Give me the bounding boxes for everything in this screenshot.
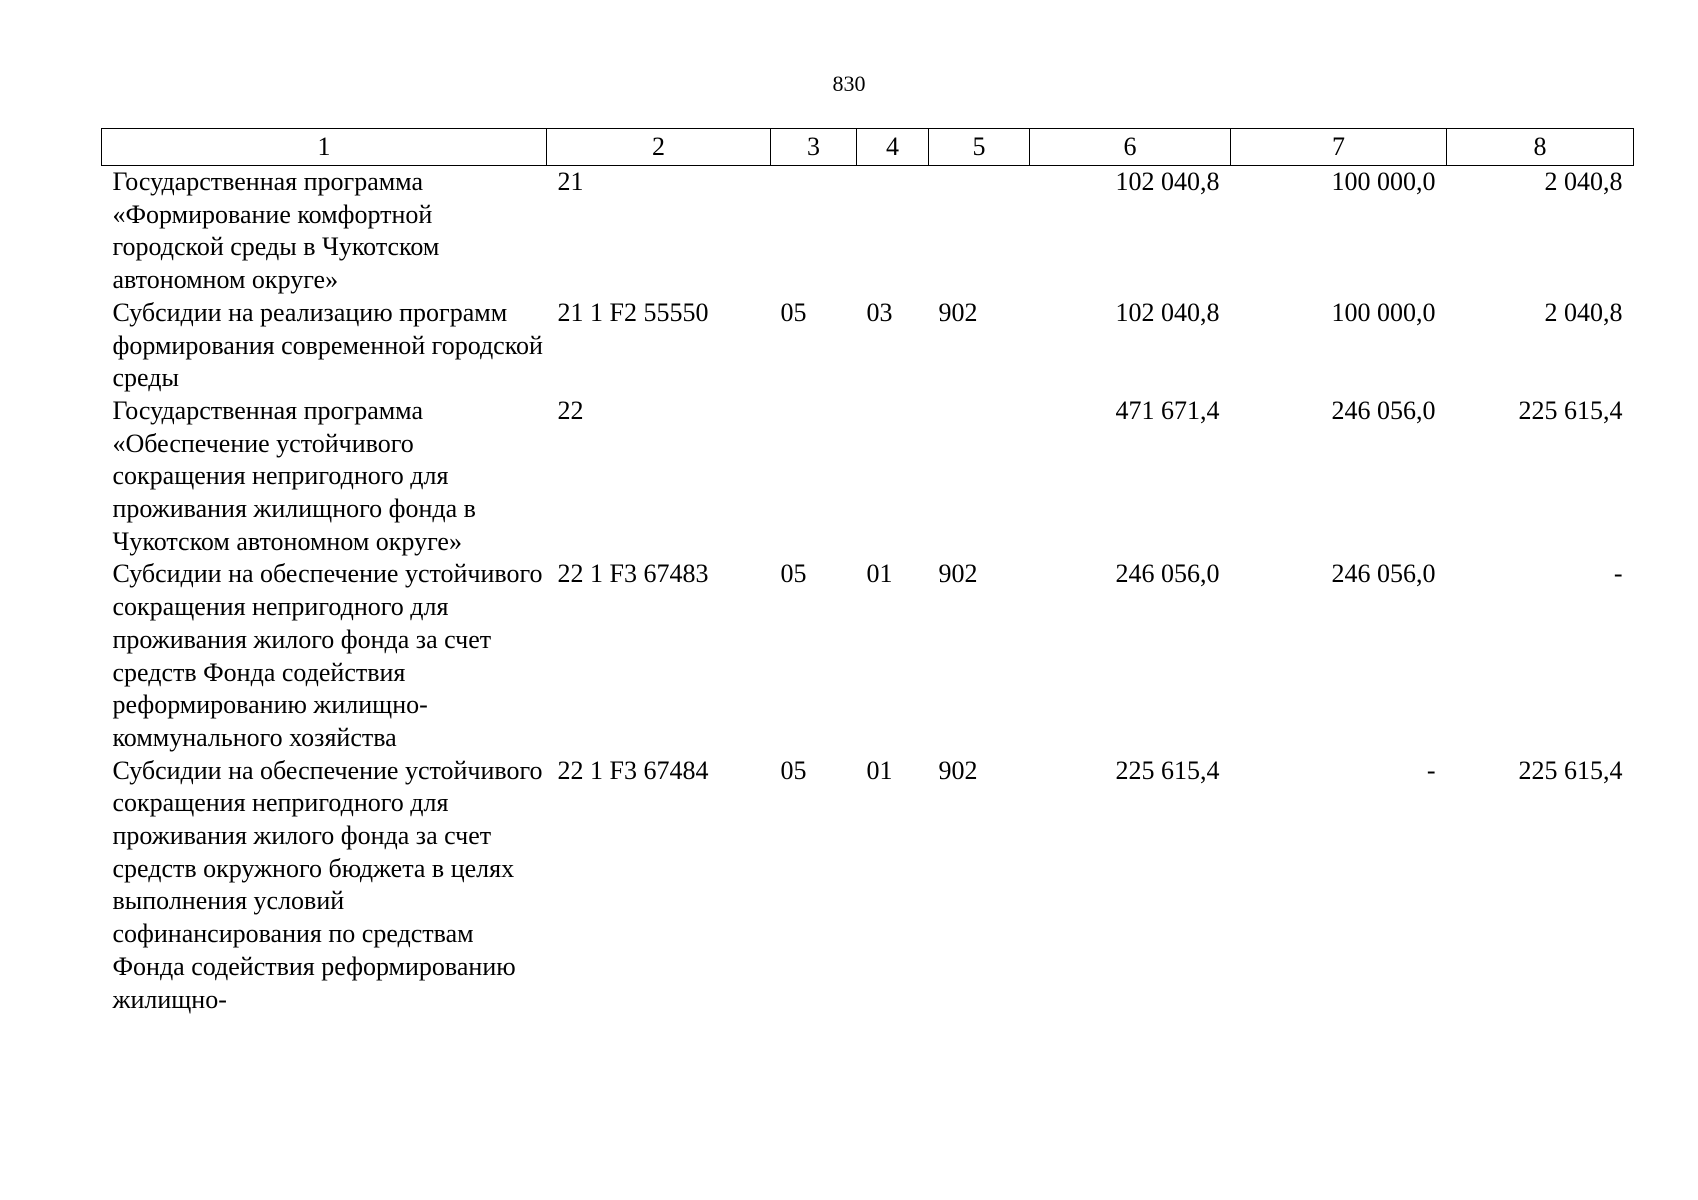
row-value-8: - [1613,559,1623,589]
row-value-8: 225 615,4 [1518,755,1623,785]
row-value-6: 102 040,8 [1115,167,1220,196]
row-col3: 05 [780,755,807,785]
table-row [102,297,1634,395]
row-value-8: 2 040,8 [1544,167,1623,196]
row-value-6: 246 056,0 [1115,559,1220,589]
column-header-5: 5 [929,129,1030,166]
table-row [102,558,1634,754]
row-code: 22 1 F3 67483 [557,559,709,589]
column-header-6: 6 [1030,129,1231,166]
page-number: 830 [832,71,866,96]
budget-table [101,128,1634,1016]
row-col4: 03 [866,297,893,327]
row-col3: 05 [780,559,807,589]
header-row [102,129,1634,166]
row-col4: 01 [866,755,893,785]
row-value-7: 100 000,0 [1331,297,1436,327]
row-col3 [771,166,857,297]
row-value-7: 100 000,0 [1331,167,1436,196]
row-value-7: - [1426,755,1436,785]
row-name: Государственная программа «Обеспечение устойчивого сокращения непригодного для проживания жилищного фонда в Чукотском автономном округе» [112,395,476,556]
row-value-6: 102 040,8 [1115,297,1220,327]
row-value-7: 246 056,0 [1331,395,1436,425]
row-value-8: 2 040,8 [1544,297,1623,327]
row-col3 [771,395,857,559]
column-header-1: 1 [102,129,547,166]
row-col5 [929,166,1030,297]
table-row [102,755,1634,1017]
row-col4 [857,395,929,559]
row-col3: 05 [780,297,807,327]
row-value-6: 225 615,4 [1115,755,1220,785]
table-row [102,395,1634,559]
row-name: Субсидии на обеспечение устойчивого сокращения непригодного для проживания жилого фонда за счет средств окружного бюджета в целях выполнения условий софинансирования по средствам Фонда содействия реформированию жилищно- [112,755,543,1014]
row-code: 22 1 F3 67484 [557,755,709,785]
column-header-7: 7 [1231,129,1447,166]
row-name: Государственная программа «Формирование комфортной городской среды в Чукотском автономном округе» [112,167,440,295]
row-col5: 902 [938,297,978,327]
row-name: Субсидии на обеспечение устойчивого сокращения непригодного для проживания жилого фонда за счет средств Фонда содействия реформированию жилищно-коммунального хозяйства [112,559,543,752]
row-col5 [929,395,1030,559]
column-header-3: 3 [771,129,857,166]
row-code: 21 1 F2 55550 [557,297,709,327]
row-name: Субсидии на реализацию программ формирования современной городской среды [112,297,543,393]
row-code: 22 [557,395,584,425]
row-col4: 01 [866,559,893,589]
table-row [102,166,1634,297]
row-col5: 902 [938,559,978,589]
column-header-4: 4 [857,129,929,166]
row-col4 [857,166,929,297]
column-header-8: 8 [1447,129,1634,166]
row-value-7: 246 056,0 [1331,559,1436,589]
row-code: 21 [557,167,584,196]
row-value-8: 225 615,4 [1518,395,1623,425]
column-header-2: 2 [547,129,771,166]
row-col5: 902 [938,755,978,785]
row-value-6: 471 671,4 [1115,395,1220,425]
